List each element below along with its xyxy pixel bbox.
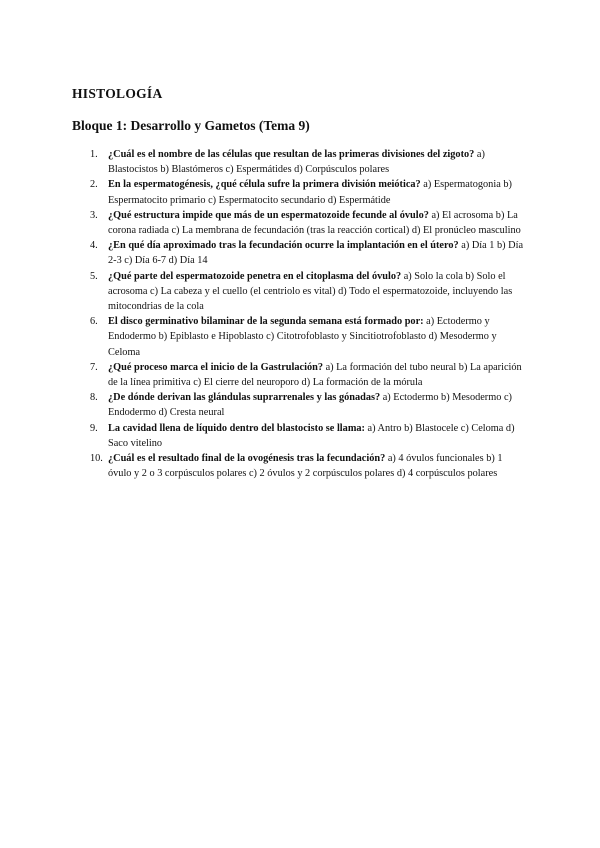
question-number: 7. <box>90 361 98 373</box>
question-text: En la espermatogénesis, ¿qué célula sufre la primera división meiótica? <box>108 179 424 191</box>
question-options: a) Solo la cola b) Solo el acrosoma c) La cabeza y el cuello (el centriolo es vital) d) Todo el espermatozoide, incluyendo las mitocondrias de la cola <box>108 270 513 313</box>
question-item <box>0 238 600 268</box>
question-item <box>0 390 600 420</box>
question-options: a) Día 1 b) Día 2-3 c) Día 6-7 d) Día 14 <box>108 240 524 267</box>
question-text: ¿En qué día aproximado tras la fecundación ocurre la implantación en el útero? <box>108 240 462 252</box>
question-item <box>0 360 600 390</box>
question-text: ¿Qué proceso marca el inicio de la Gastrulación? <box>108 361 326 373</box>
question-text: ¿De dónde derivan las glándulas suprarrenales y las gónadas? <box>108 392 383 404</box>
question-options: a) Ectodermo b) Mesodermo c) Endodermo d) Cresta neural <box>108 392 512 419</box>
question-number: 9. <box>90 422 98 434</box>
question-item <box>0 177 600 207</box>
question-number: 5. <box>90 270 98 282</box>
question-item <box>0 451 600 481</box>
question-options: a) Blastocistos b) Blastómeros c) Espermátides d) Corpúsculos polares <box>108 149 485 176</box>
question-options: a) Espermatogonia b) Espermatocito primario c) Espermatocito secundario d) Espermátide <box>108 179 512 206</box>
question-text: El disco germinativo bilaminar de la segunda semana está formado por: <box>108 316 427 328</box>
question-item <box>0 314 600 360</box>
question-number: 4. <box>90 240 98 252</box>
section-title: Bloque 1: Desarrollo y Gametos (Tema 9) <box>72 118 310 133</box>
question-number: 10. <box>90 453 103 465</box>
question-options: a) El acrosoma b) La corona radiada c) La membrana de fecundación (tras la reacción cortical) d) El pronúcleo masculino <box>108 209 521 237</box>
question-text: ¿Cuál es el resultado final de la ovogénesis tras la fecundación? <box>108 453 388 465</box>
question-item <box>0 208 600 238</box>
question-text: ¿Qué estructura impide que más de un espermatozoide fecunde al óvulo? <box>108 209 432 221</box>
question-text: ¿Qué parte del espermatozoide penetra en el citoplasma del óvulo? <box>108 270 404 282</box>
question-number: 6. <box>90 316 98 328</box>
question-options: a) 4 óvulos funcionales b) 1 óvulo y 2 o 3 corpúsculos polares c) 2 óvulos y 2 corpúsculos polares d) 4 corpúsculos polares <box>108 453 503 480</box>
question-number: 3. <box>90 209 98 221</box>
question-number: 1. <box>90 149 98 160</box>
question-number: 2. <box>90 179 98 191</box>
question-options: a) La formación del tubo neural b) La aparición de la línea primitiva c) El cierre del neuroporo d) La formación de la mórula <box>108 361 522 389</box>
document-title: HISTOLOGÍA <box>72 86 163 101</box>
question-number: 8. <box>90 392 98 404</box>
question-options: a) Antro b) Blastocele c) Celoma d) Saco vitelino <box>108 422 515 449</box>
question-list <box>0 147 600 481</box>
question-text: ¿Cuál es el nombre de las células que resultan de las primeras divisiones del zigoto? <box>108 149 477 160</box>
question-item <box>0 147 600 177</box>
question-text: La cavidad llena de líquido dentro del blastocisto se llama: <box>108 422 368 434</box>
question-options: a) Ectodermo y Endodermo b) Epiblasto e Hipoblasto c) Citotrofoblasto y Sincitiotrofoblasto d) Mesodermo y Celoma <box>108 316 497 358</box>
question-item <box>0 421 600 451</box>
question-item <box>0 269 600 315</box>
